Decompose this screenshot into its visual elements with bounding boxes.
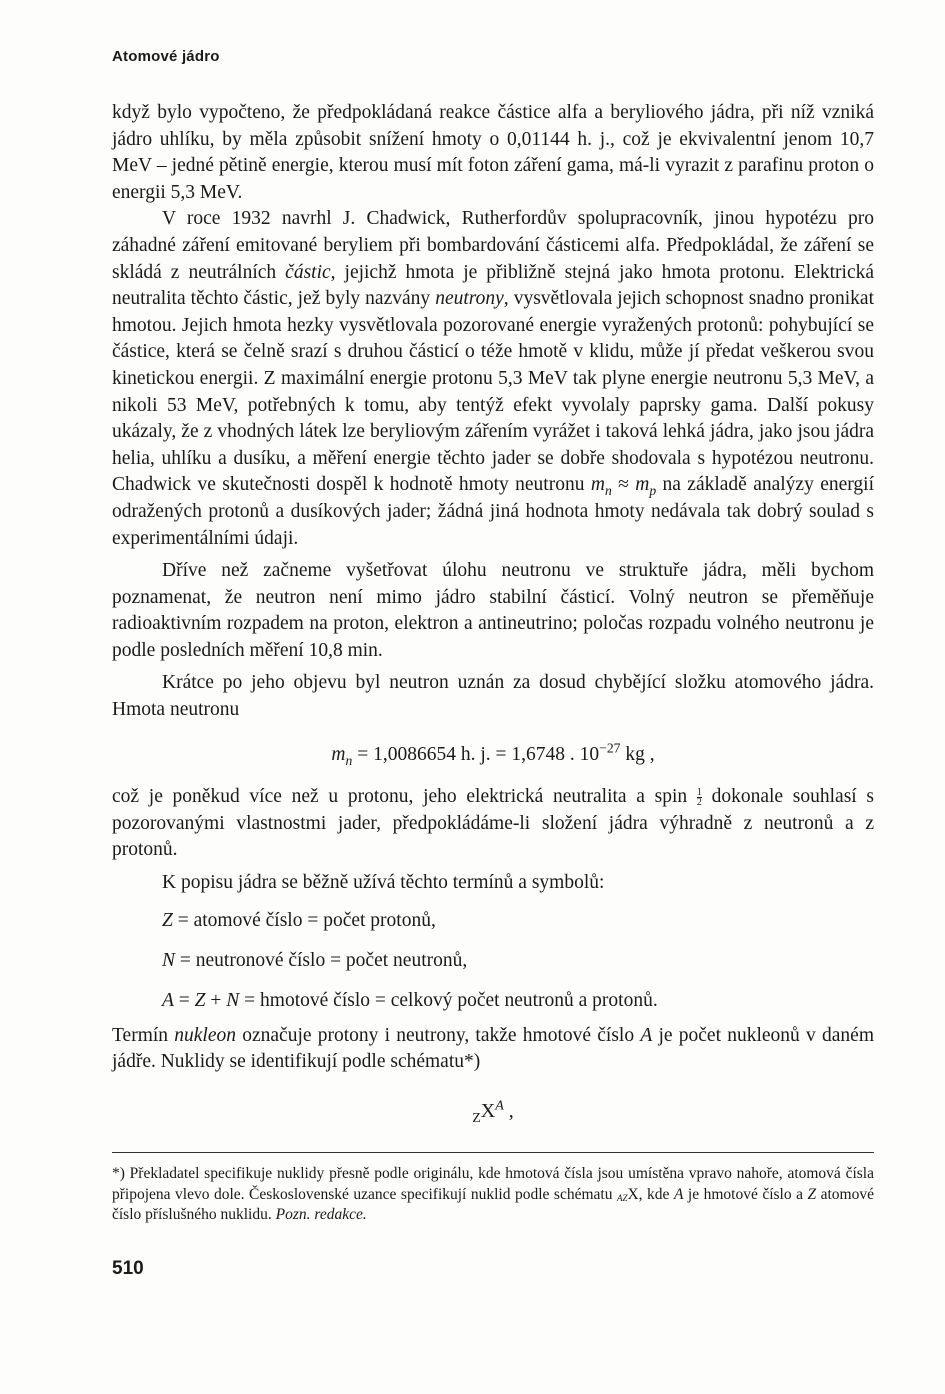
- symbol-mn: $m_n$: [590, 474, 612, 499]
- paragraph-2: V roce 1932 navrhl J. Chadwick, Rutherfordův spolupracovník, jinou hypotézu pro záhadné záření emitované beryliem při bombardování částicemi alfa. Předpokládal, že záření se skládá z neutrálních částic, jejichž hmota je přibližně stejná jako hmota protonu. Elektrická neutralita těchto částic, jež byly nazvány neutrony, vysvětlovala jejich schopnost snadno pronikat hmotou. Jejich hmota hezky vysvětlovala pozorované energie vyražených protonů: pohybující se částice, která se čelně srazí s druhou částicí o téže hmotě v klidu, může jí předat veškerou svou kinetickou energii. Z maximální energie protonu 5,3 MeV tak plyne energie neutronu 5,3 MeV, a nikoli 53 MeV, potřebných k tomu, aby tentýž efekt vyvolaly paprsky gama. Další pokusy ukázaly, že z vhodných látek lze beryliovým zářením vyrážet i taková lehká jádra, jako jsou jádra helia, uhlíku a dusíku, a měření energie těchto jader se dobře shodovala s hypotézou neutronu. Chadwick ve skutečnosti dospěl k hodnotě hmoty neutronu $m_n \approx m_p$ na základě analýzy energií odražených protonů a dusíkových jader; žádná jiná hodnota hmoty nedávala tak dobrý soulad s experimentálními údaji.: [112, 208, 875, 549]
- equation-nuclide-scheme: $_ZX^A$ ,: [472, 1098, 514, 1126]
- definition-n: N = neutronové číslo = počet neutronů,: [162, 949, 468, 971]
- running-header: Atomové jádro: [112, 48, 220, 65]
- paragraph-4: Krátce po jeho objevu byl neutron uznán za dosud chybějící složku atomového jádra. Hmota neutronu: [112, 672, 874, 721]
- symbol-mp: $m_p$: [635, 474, 657, 499]
- nuclide-symbol: AZ: [616, 1193, 628, 1204]
- paragraph-5: což je poněkud více než u protonu, jeho elektrická neutralita a spin $\frac{1}{2}$ dokonale souhlasí s pozorovanými vlastnostmi jader, předpokládáme-li složení jádra výhradně z neutronů a z protonů.: [112, 786, 875, 861]
- main-text: [112, 100, 874, 1124]
- definition-z: Z = atomové číslo = počet protonů,: [162, 909, 436, 931]
- paragraph-3: Dříve než začneme vyšetřovat úlohu neutronu ve struktuře jádra, měli bychom poznamenat, že neutron není mimo jádro stabilní částicí. Volný neutron se přeměňuje radioaktivním rozpadem na proton, elektron a antineutrino; poločas rozpadu volného neutronu je podle posledních měření 10,8 min.: [112, 560, 874, 661]
- page-number: 510: [112, 1258, 144, 1279]
- paragraph-7: Termín nukleon označuje protony i neutrony, takže hmotové číslo A je počet nukleonů v daném jádře. Nuklidy se identifikují podle schématu*): [112, 1024, 874, 1073]
- footnote: *) Překladatel specifikuje nuklidy přesně podle originálu, kde hmotová čísla jsou umístěna vpravo nahoře, atomová čísla připojena vlevo dole. Československé uzance specifikují nuklid podle schématu AZX, kde A je hmotové číslo a Z atomové číslo příslušného nuklidu. Pozn. redakce.: [112, 1165, 874, 1223]
- paragraph-6: K popisu jádra se běžně užívá těchto termínů a symbolů:: [162, 872, 605, 894]
- footnote-divider: [112, 1152, 874, 1153]
- definition-a: A = Z + N = hmotové číslo = celkový počet neutronů a protonů.: [162, 989, 658, 1011]
- paragraph-1: když bylo vypočteno, že předpokládaná reakce částice alfa a beryliového jádra, při níž vzniká jádro uhlíku, by měla způsobit snížení hmoty o 0,01144 h. j., což je ekvivalentní jenom 10,7 MeV – jedné pětině energie, kterou musí mít foton záření gama, má-li vyrazit z parafinu proton o energii 5,3 MeV.: [112, 102, 874, 203]
- equation-neutron-mass: $m_n = 1,0086654$ h. j. = 1,6748 . $10^{-27}$ kg ,: [331, 740, 655, 768]
- fraction-one-half: $\frac{1}{2}$: [696, 787, 702, 809]
- emphasis-neutrony: neutrony: [435, 288, 504, 310]
- emphasis-castic: částic: [285, 261, 331, 283]
